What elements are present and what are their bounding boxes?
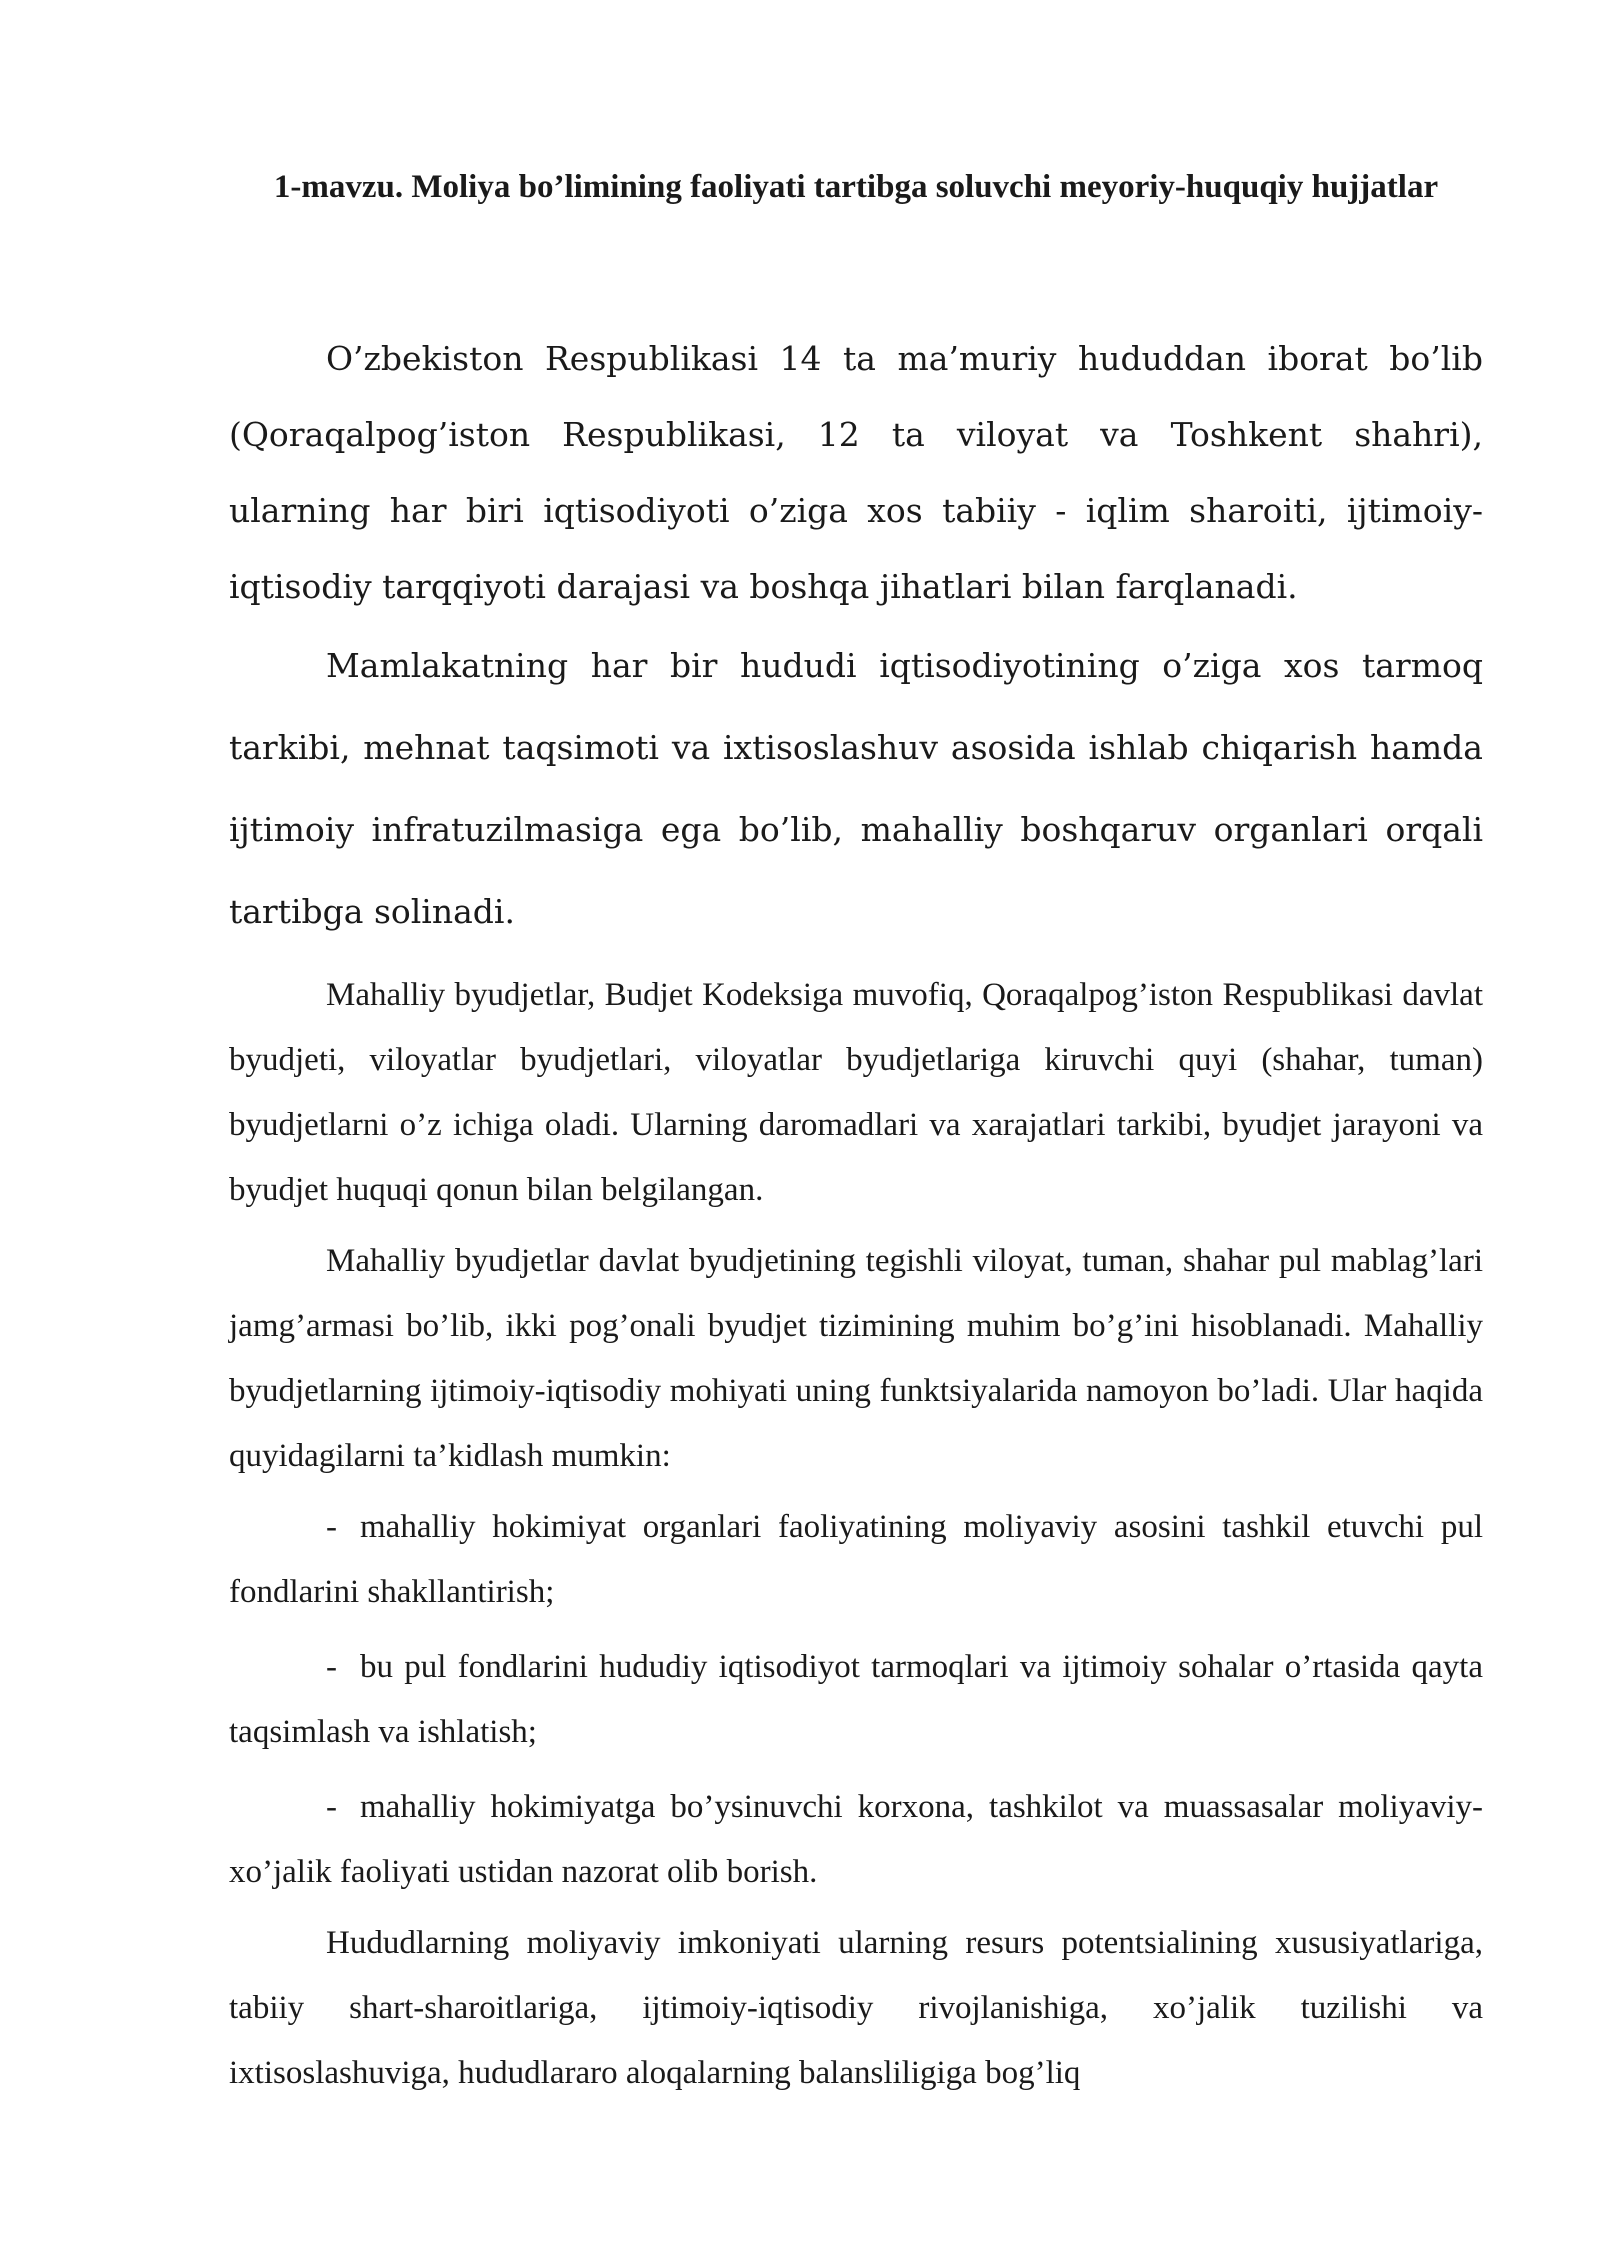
paragraph-2: Mamlakatning har bir hududi iqtisodiyotining o’ziga xos tarmoq tarkibi, mehnat taqsimoti va ixtisoslashuv asosida ishlab chiqarish hamda ijtimoiy infratuzilmasiga ega bo’lib, mahalliy boshqaruv organlari orqali tartibga solinadi. (229, 646, 1483, 931)
bullet-text: mahalliy hokimiyatga bo’ysinuvchi korxona, tashkilot va muassasalar moliyaviy-xo’jalik faoliyati ustidan nazorat olib borish. (229, 1789, 1483, 1890)
document-title: 1-mavzu. Moliya bo’limining faoliyati tartibga soluvchi meyoriy-huquqiy hujjatlar (273, 169, 1439, 205)
paragraph-5: Hududlarning moliyaviy imkoniyati ularning resurs potentsialining xususiyatlariga, tabiiy shart-sharoitlariga, ijtimoiy-iqtisodiy rivojlanishiga, xo’jalik tuzilishi va ixtisoslashuviga, hududlararo aloqalarning balansliligiga bog’liq (229, 1925, 1483, 2091)
bullet-dash: - (326, 1649, 337, 1685)
document-body (229, 321, 1483, 2106)
bullet-item-3 (229, 1775, 1483, 1905)
paragraph-3: Mahalliy byudjetlar, Budjet Kodeksiga muvofiq, Qoraqalpog’iston Respublikasi davlat byudjeti, viloyatlar byudjetlari, viloyatlar byudjetlariga kiruvchi quyi (shahar, tuman) byudjetlarni o’z ichiga oladi. Ularning daromadlari va xarajatlari tarkibi, byudjet jarayoni va byudjet huquqi qonun bilan belgilangan. (229, 977, 1483, 1208)
bullet-dash: - (326, 1789, 337, 1825)
paragraph-1: O’zbekiston Respublikasi 14 ta ma’muriy hududdan iborat bo’lib (Qoraqalpog’iston Respublikasi, 12 ta viloyat va Toshkent shahri), ularning har biri iqtisodiyoti o’ziga xos tabiiy - iqlim sharoiti, ijtimoiy-iqtisodiy tarqqiyoti darajasi va boshqa jihatlari bilan farqlanadi. (229, 339, 1483, 606)
bullet-text: mahalliy hokimiyat organlari faoliyatining moliyaviy asosini tashkil etuvchi pul fondlarini shakllantirish; (229, 1509, 1483, 1610)
paragraph-4: Mahalliy byudjetlar davlat byudjetining tegishli viloyat, tuman, shahar pul mablag’lari jamg’armasi bo’lib, ikki pog’onali byudjet tizimining muhim bo’g’ini hisoblanadi. Mahalliy byudjetlarning ijtimoiy-iqtisodiy mohiyati uning funktsiyalarida namoyon bo’ladi. Ular haqida quyidagilarni ta’kidlash mumkin: (229, 1243, 1483, 1474)
bullet-text: bu pul fondlarini hududiy iqtisodiyot tarmoqlari va ijtimoiy sohalar o’rtasida qayta taqsimlash va ishlatish; (229, 1649, 1483, 1750)
bullet-item-1 (229, 1495, 1483, 1625)
bullet-item-2 (229, 1635, 1483, 1765)
bullet-dash: - (326, 1509, 337, 1545)
